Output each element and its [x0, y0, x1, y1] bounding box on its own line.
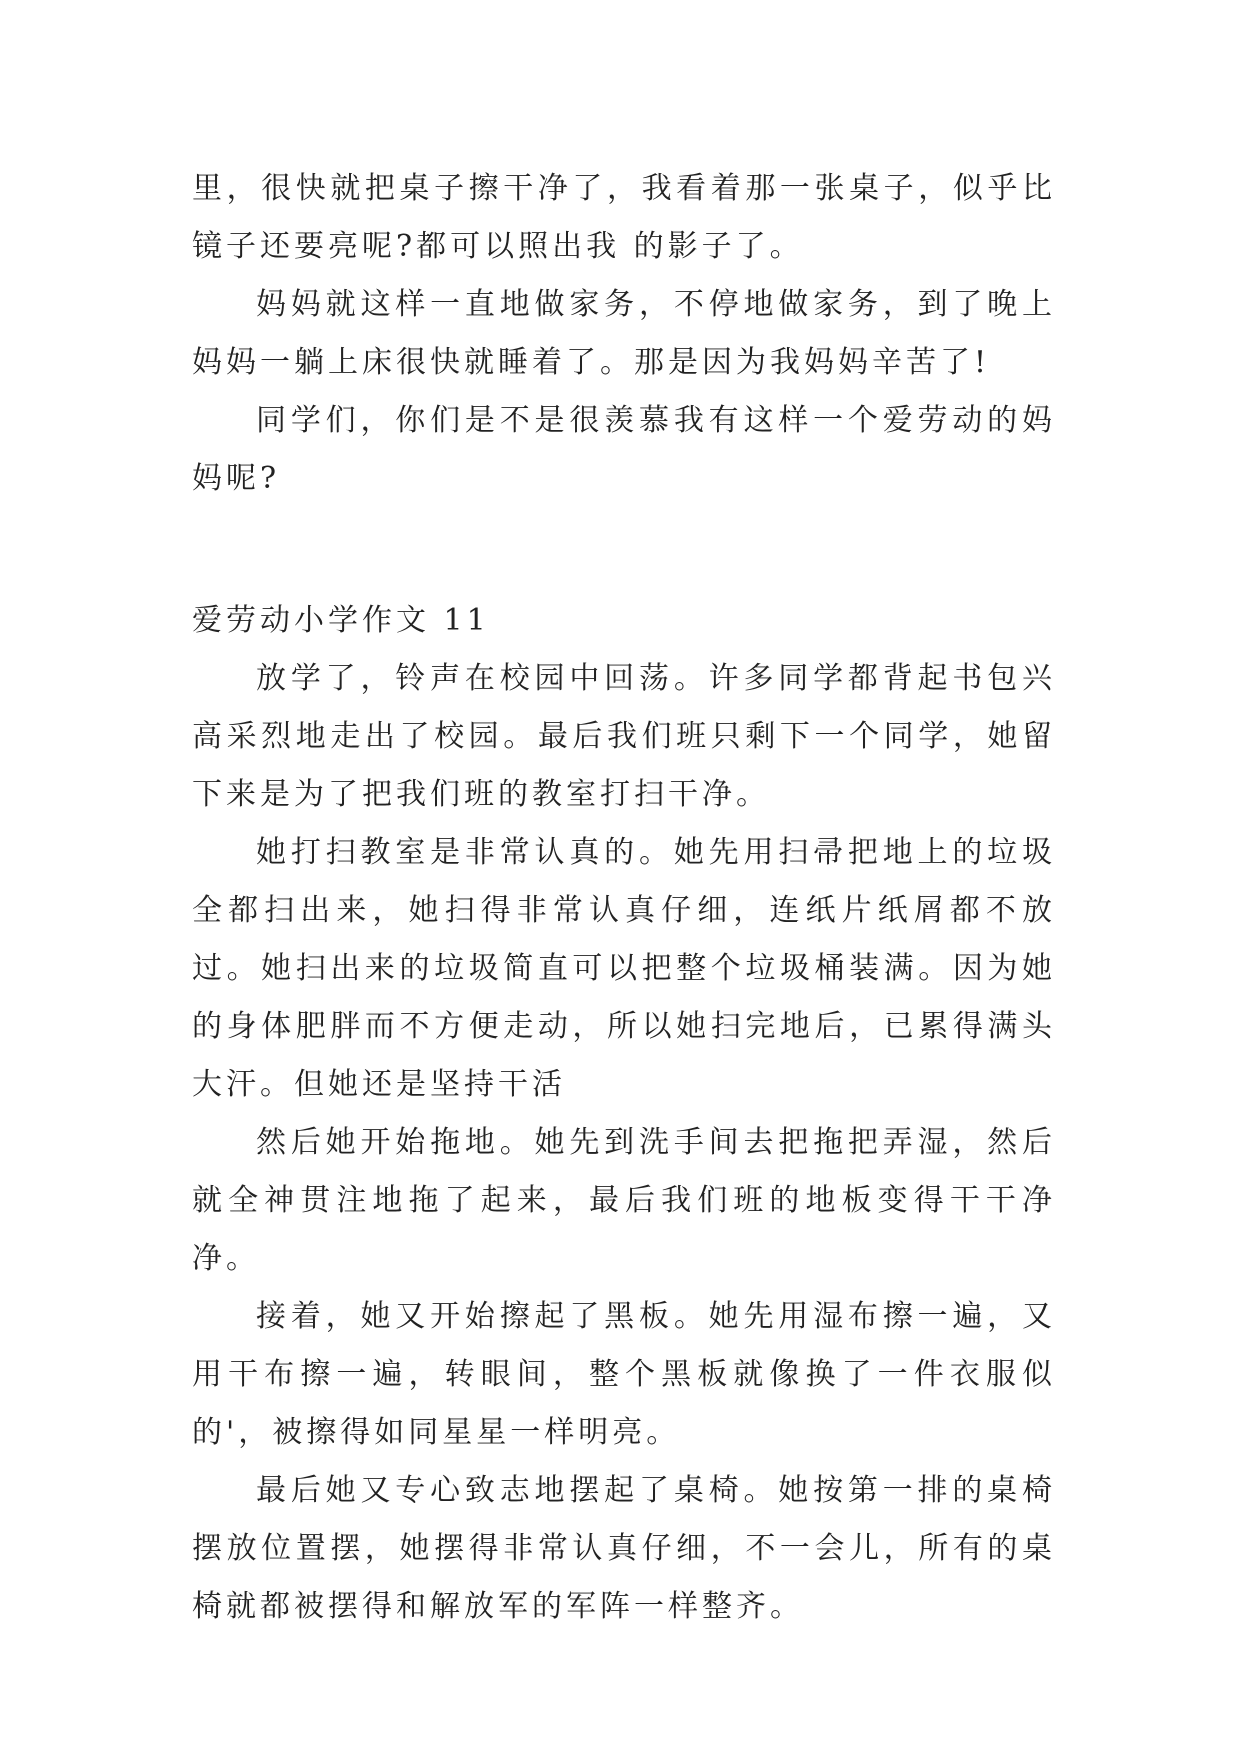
paragraph: 最后她又专心致志地摆起了桌椅。她按第一排的桌椅摆放位置摆，她摆得非常认真仔细，不一会儿，所有的桌椅就都被摆得和解放军的军阵一样整齐。	[192, 1473, 1056, 1624]
paragraph-mom-question: 同学们，你们是不是很羡慕我有这样一个爱劳动的妈妈呢?	[192, 403, 1056, 496]
document-body	[192, 160, 1056, 1636]
paragraph: 接着，她又开始擦起了黑板。她先用湿布擦一遍，又用干布擦一遍，转眼间，整个黑板就像换了一件衣服似的'，被擦得如同星星一样明亮。	[192, 1299, 1056, 1450]
paragraph-mom-housework: 妈妈就这样一直地做家务，不停地做家务，到了晚上妈妈一躺上床很快就睡着了。那是因为我妈妈辛苦了!	[192, 287, 1056, 380]
essay-title: 爱劳动小学作文 11	[192, 603, 490, 638]
paragraph: 放学了，铃声在校园中回荡。许多同学都背起书包兴高采烈地走出了校园。最后我们班只剩下一个同学，她留下来是为了把我们班的教室打扫干净。	[192, 661, 1056, 812]
continued-paragraph: 里，很快就把桌子擦干净了，我看着那一张桌子，似乎比镜子还要亮呢?都可以照出我 的影子了。	[192, 171, 1056, 264]
paragraph: 她打扫教室是非常认真的。她先用扫帚把地上的垃圾全都扫出来，她扫得非常认真仔细，连纸片纸屑都不放过。她扫出来的垃圾简直可以把整个垃圾桶装满。因为她的身体肥胖而不方便走动，所以她扫完地后，已累得满头大汗。但她还是坚持干活	[192, 835, 1056, 1102]
paragraph: 然后她开始拖地。她先到洗手间去把拖把弄湿，然后就全神贯注地拖了起来，最后我们班的地板变得干干净净。	[192, 1125, 1056, 1276]
